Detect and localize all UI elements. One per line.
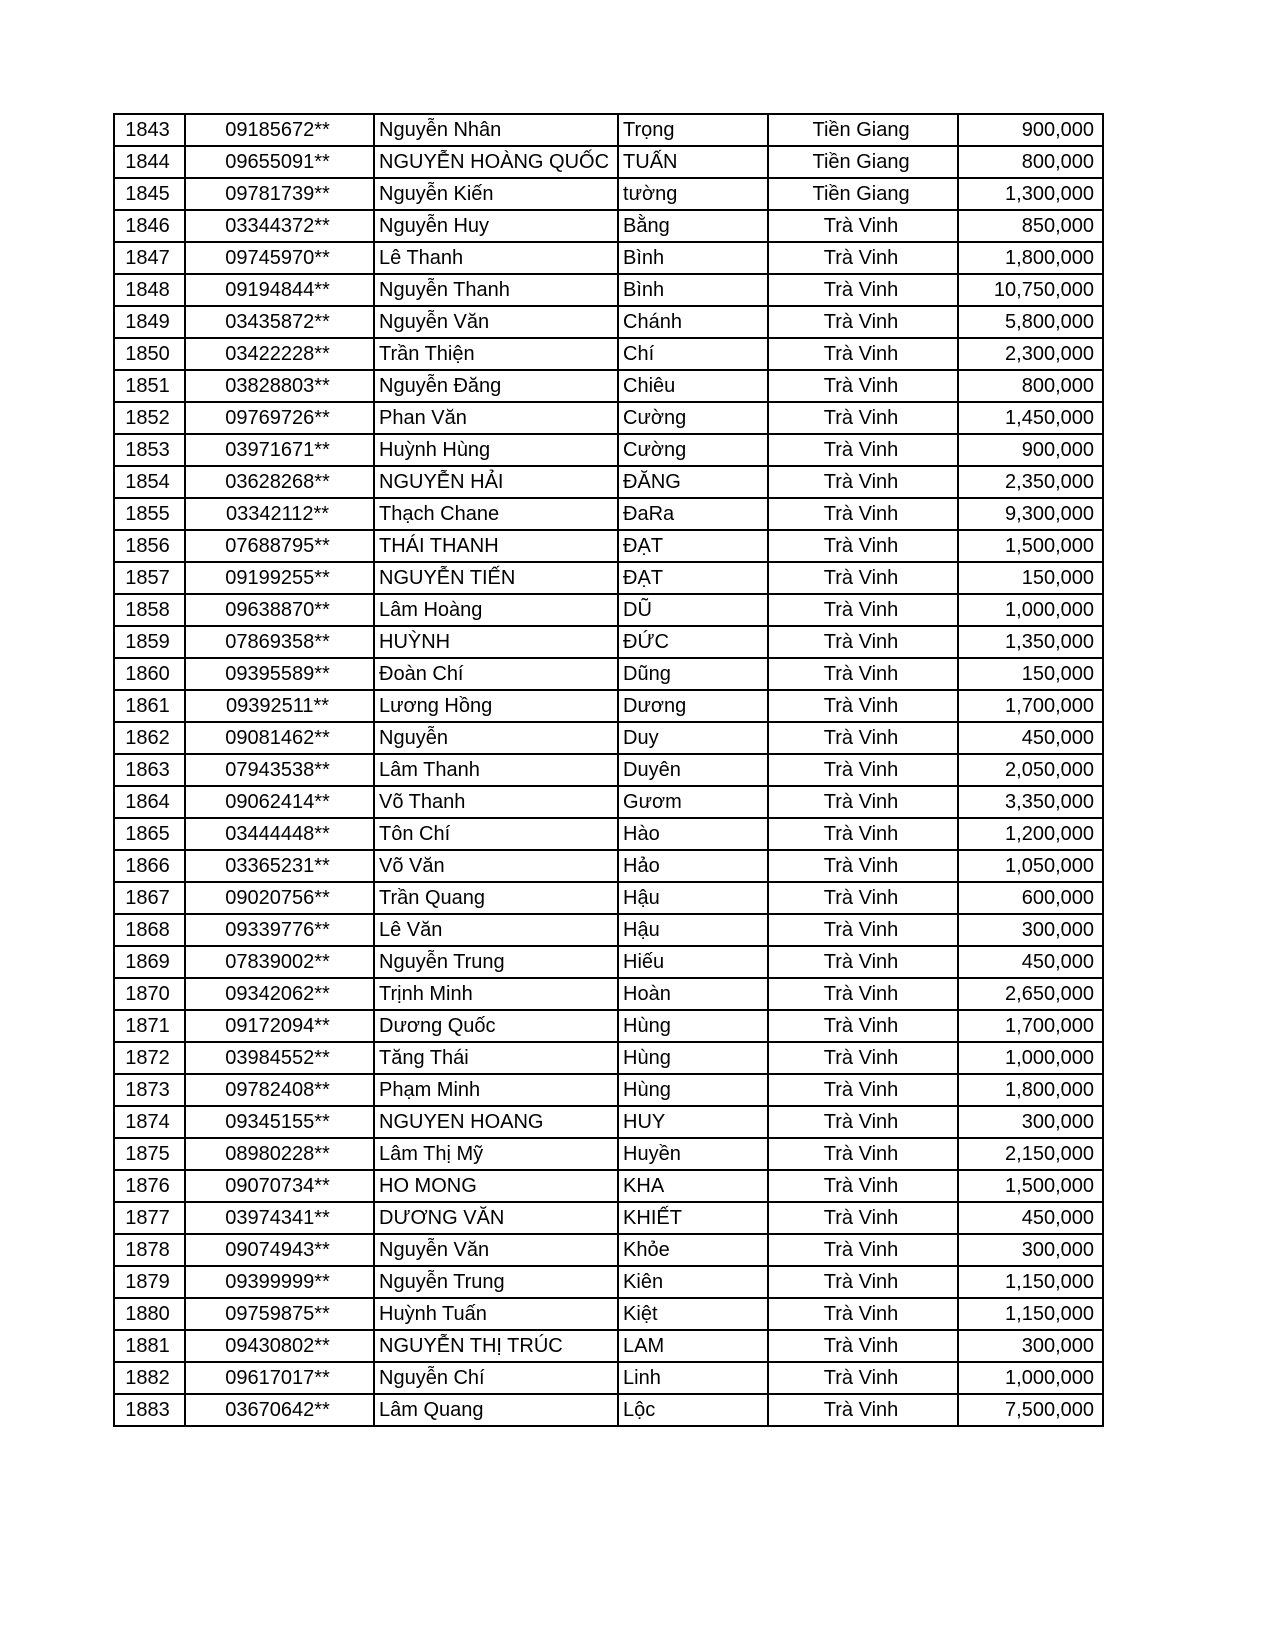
phone-cell: 09392511** xyxy=(185,690,374,722)
province-cell: Trà Vinh xyxy=(768,722,958,754)
amount-cell: 3,350,000 xyxy=(958,786,1103,818)
province-cell: Trà Vinh xyxy=(768,1266,958,1298)
phone-cell: 09769726** xyxy=(185,402,374,434)
amount-cell: 5,800,000 xyxy=(958,306,1103,338)
province-cell: Trà Vinh xyxy=(768,1330,958,1362)
phone-cell: 09395589** xyxy=(185,658,374,690)
table-row xyxy=(114,1010,1103,1042)
row-number-cell: 1859 xyxy=(114,626,185,658)
amount-cell: 1,800,000 xyxy=(958,1074,1103,1106)
surname-cell: Lê Văn xyxy=(374,914,618,946)
table-row xyxy=(114,594,1103,626)
row-number-cell: 1854 xyxy=(114,466,185,498)
table-row xyxy=(114,146,1103,178)
row-number-cell: 1875 xyxy=(114,1138,185,1170)
table-row xyxy=(114,306,1103,338)
phone-cell: 09342062** xyxy=(185,978,374,1010)
surname-cell: Nguyễn Nhân xyxy=(374,114,618,146)
given-name-cell: LAM xyxy=(618,1330,768,1362)
amount-cell: 900,000 xyxy=(958,434,1103,466)
surname-cell: NGUYỄN TIẾN xyxy=(374,562,618,594)
amount-cell: 450,000 xyxy=(958,1202,1103,1234)
surname-cell: NGUYỄN THỊ TRÚC xyxy=(374,1330,618,1362)
row-number-cell: 1876 xyxy=(114,1170,185,1202)
amount-cell: 1,050,000 xyxy=(958,850,1103,882)
row-number-cell: 1849 xyxy=(114,306,185,338)
row-number-cell: 1861 xyxy=(114,690,185,722)
phone-cell: 03365231** xyxy=(185,850,374,882)
province-cell: Trà Vinh xyxy=(768,466,958,498)
given-name-cell: Huyền xyxy=(618,1138,768,1170)
phone-cell: 03342112** xyxy=(185,498,374,530)
given-name-cell: Duy xyxy=(618,722,768,754)
table-row xyxy=(114,978,1103,1010)
given-name-cell: ĐaRa xyxy=(618,498,768,530)
given-name-cell: Hiếu xyxy=(618,946,768,978)
table-row xyxy=(114,1170,1103,1202)
surname-cell: Nguyễn Chí xyxy=(374,1362,618,1394)
table-row xyxy=(114,626,1103,658)
province-cell: Trà Vinh xyxy=(768,306,958,338)
table-row xyxy=(114,562,1103,594)
amount-cell: 600,000 xyxy=(958,882,1103,914)
phone-cell: 03984552** xyxy=(185,1042,374,1074)
amount-cell: 150,000 xyxy=(958,658,1103,690)
table-body xyxy=(114,114,1103,1426)
surname-cell: Phạm Minh xyxy=(374,1074,618,1106)
given-name-cell: Chiêu xyxy=(618,370,768,402)
table-row xyxy=(114,530,1103,562)
province-cell: Trà Vinh xyxy=(768,1074,958,1106)
surname-cell: DƯƠNG VĂN xyxy=(374,1202,618,1234)
phone-cell: 09745970** xyxy=(185,242,374,274)
province-cell: Trà Vinh xyxy=(768,818,958,850)
surname-cell: Lâm Thị Mỹ xyxy=(374,1138,618,1170)
table-row xyxy=(114,818,1103,850)
surname-cell: Võ Thanh xyxy=(374,786,618,818)
phone-cell: 09345155** xyxy=(185,1106,374,1138)
phone-cell: 09617017** xyxy=(185,1362,374,1394)
amount-cell: 2,050,000 xyxy=(958,754,1103,786)
phone-cell: 03974341** xyxy=(185,1202,374,1234)
province-cell: Trà Vinh xyxy=(768,946,958,978)
table-row xyxy=(114,1138,1103,1170)
row-number-cell: 1878 xyxy=(114,1234,185,1266)
amount-cell: 1,450,000 xyxy=(958,402,1103,434)
province-cell: Trà Vinh xyxy=(768,1394,958,1426)
phone-cell: 03435872** xyxy=(185,306,374,338)
phone-cell: 03628268** xyxy=(185,466,374,498)
row-number-cell: 1855 xyxy=(114,498,185,530)
amount-cell: 300,000 xyxy=(958,1330,1103,1362)
row-number-cell: 1866 xyxy=(114,850,185,882)
row-number-cell: 1862 xyxy=(114,722,185,754)
table-row xyxy=(114,1362,1103,1394)
province-cell: Trà Vinh xyxy=(768,1170,958,1202)
row-number-cell: 1880 xyxy=(114,1298,185,1330)
row-number-cell: 1879 xyxy=(114,1266,185,1298)
given-name-cell: Hào xyxy=(618,818,768,850)
surname-cell: Nguyễn Trung xyxy=(374,1266,618,1298)
table-row xyxy=(114,338,1103,370)
row-number-cell: 1847 xyxy=(114,242,185,274)
table-row xyxy=(114,242,1103,274)
table-row xyxy=(114,1266,1103,1298)
phone-cell: 09199255** xyxy=(185,562,374,594)
given-name-cell: KHA xyxy=(618,1170,768,1202)
row-number-cell: 1867 xyxy=(114,882,185,914)
amount-cell: 1,000,000 xyxy=(958,1042,1103,1074)
given-name-cell: tường xyxy=(618,178,768,210)
surname-cell: Nguyễn Thanh xyxy=(374,274,618,306)
given-name-cell: Hậu xyxy=(618,882,768,914)
given-name-cell: Hùng xyxy=(618,1042,768,1074)
amount-cell: 7,500,000 xyxy=(958,1394,1103,1426)
surname-cell: Nguyễn Văn xyxy=(374,1234,618,1266)
given-name-cell: HUY xyxy=(618,1106,768,1138)
amount-cell: 800,000 xyxy=(958,370,1103,402)
row-number-cell: 1868 xyxy=(114,914,185,946)
province-cell: Trà Vinh xyxy=(768,658,958,690)
amount-cell: 450,000 xyxy=(958,946,1103,978)
surname-cell: Lâm Thanh xyxy=(374,754,618,786)
row-number-cell: 1843 xyxy=(114,114,185,146)
province-cell: Trà Vinh xyxy=(768,1010,958,1042)
given-name-cell: Chánh xyxy=(618,306,768,338)
province-cell: Trà Vinh xyxy=(768,1106,958,1138)
table-row xyxy=(114,1298,1103,1330)
given-name-cell: Bình xyxy=(618,242,768,274)
table-row xyxy=(114,754,1103,786)
province-cell: Tiền Giang xyxy=(768,146,958,178)
province-cell: Trà Vinh xyxy=(768,786,958,818)
given-name-cell: Lộc xyxy=(618,1394,768,1426)
table-row xyxy=(114,1202,1103,1234)
table-row xyxy=(114,1042,1103,1074)
amount-cell: 2,150,000 xyxy=(958,1138,1103,1170)
province-cell: Trà Vinh xyxy=(768,498,958,530)
amount-cell: 1,500,000 xyxy=(958,1170,1103,1202)
phone-cell: 09781739** xyxy=(185,178,374,210)
surname-cell: Tôn Chí xyxy=(374,818,618,850)
province-cell: Trà Vinh xyxy=(768,690,958,722)
phone-cell: 09339776** xyxy=(185,914,374,946)
given-name-cell: Dương xyxy=(618,690,768,722)
surname-cell: NGUYEN HOANG xyxy=(374,1106,618,1138)
amount-cell: 450,000 xyxy=(958,722,1103,754)
surname-cell: Lương Hồng xyxy=(374,690,618,722)
amount-cell: 850,000 xyxy=(958,210,1103,242)
row-number-cell: 1864 xyxy=(114,786,185,818)
surname-cell: Huỳnh Tuấn xyxy=(374,1298,618,1330)
given-name-cell: Duyên xyxy=(618,754,768,786)
surname-cell: Nguyễn Huy xyxy=(374,210,618,242)
amount-cell: 1,000,000 xyxy=(958,1362,1103,1394)
given-name-cell: ĐỨC xyxy=(618,626,768,658)
given-name-cell: ĐẠT xyxy=(618,562,768,594)
surname-cell: HO MONG xyxy=(374,1170,618,1202)
row-number-cell: 1873 xyxy=(114,1074,185,1106)
row-number-cell: 1846 xyxy=(114,210,185,242)
table-row xyxy=(114,114,1103,146)
surname-cell: Dương Quốc xyxy=(374,1010,618,1042)
amount-cell: 1,200,000 xyxy=(958,818,1103,850)
given-name-cell: ĐĂNG xyxy=(618,466,768,498)
given-name-cell: Cường xyxy=(618,434,768,466)
table-row xyxy=(114,402,1103,434)
amount-cell: 1,350,000 xyxy=(958,626,1103,658)
phone-cell: 07839002** xyxy=(185,946,374,978)
surname-cell: Nguyễn Trung xyxy=(374,946,618,978)
row-number-cell: 1865 xyxy=(114,818,185,850)
phone-cell: 09020756** xyxy=(185,882,374,914)
given-name-cell: Dũng xyxy=(618,658,768,690)
given-name-cell: Chí xyxy=(618,338,768,370)
amount-cell: 150,000 xyxy=(958,562,1103,594)
province-cell: Trà Vinh xyxy=(768,1362,958,1394)
row-number-cell: 1871 xyxy=(114,1010,185,1042)
surname-cell: Trần Quang xyxy=(374,882,618,914)
province-cell: Trà Vinh xyxy=(768,978,958,1010)
surname-cell: HUỲNH xyxy=(374,626,618,658)
given-name-cell: Bằng xyxy=(618,210,768,242)
row-number-cell: 1882 xyxy=(114,1362,185,1394)
surname-cell: NGUYỄN HOÀNG QUỐC xyxy=(374,146,618,178)
phone-cell: 09062414** xyxy=(185,786,374,818)
province-cell: Trà Vinh xyxy=(768,274,958,306)
phone-cell: 09074943** xyxy=(185,1234,374,1266)
amount-cell: 300,000 xyxy=(958,1234,1103,1266)
given-name-cell: Hùng xyxy=(618,1074,768,1106)
amount-cell: 1,500,000 xyxy=(958,530,1103,562)
surname-cell: Nguyễn xyxy=(374,722,618,754)
surname-cell: NGUYỄN HẢI xyxy=(374,466,618,498)
phone-cell: 07688795** xyxy=(185,530,374,562)
province-cell: Trà Vinh xyxy=(768,882,958,914)
given-name-cell: Kiên xyxy=(618,1266,768,1298)
amount-cell: 300,000 xyxy=(958,914,1103,946)
amount-cell: 2,650,000 xyxy=(958,978,1103,1010)
row-number-cell: 1858 xyxy=(114,594,185,626)
table-row xyxy=(114,1234,1103,1266)
phone-cell: 07943538** xyxy=(185,754,374,786)
phone-cell: 09655091** xyxy=(185,146,374,178)
table-row xyxy=(114,946,1103,978)
amount-cell: 1,300,000 xyxy=(958,178,1103,210)
row-number-cell: 1869 xyxy=(114,946,185,978)
given-name-cell: Cường xyxy=(618,402,768,434)
amount-cell: 1,150,000 xyxy=(958,1266,1103,1298)
surname-cell: Đoàn Chí xyxy=(374,658,618,690)
phone-cell: 03422228** xyxy=(185,338,374,370)
given-name-cell: Gươm xyxy=(618,786,768,818)
row-number-cell: 1883 xyxy=(114,1394,185,1426)
surname-cell: Võ Văn xyxy=(374,850,618,882)
amount-cell: 1,150,000 xyxy=(958,1298,1103,1330)
surname-cell: Trần Thiện xyxy=(374,338,618,370)
given-name-cell: Hậu xyxy=(618,914,768,946)
row-number-cell: 1856 xyxy=(114,530,185,562)
given-name-cell: KHIẾT xyxy=(618,1202,768,1234)
table-row xyxy=(114,690,1103,722)
province-cell: Trà Vinh xyxy=(768,914,958,946)
surname-cell: Nguyễn Đăng xyxy=(374,370,618,402)
phone-cell: 09081462** xyxy=(185,722,374,754)
phone-cell: 09759875** xyxy=(185,1298,374,1330)
table-row xyxy=(114,914,1103,946)
phone-cell: 03971671** xyxy=(185,434,374,466)
table-row xyxy=(114,1394,1103,1426)
surname-cell: Tăng Thái xyxy=(374,1042,618,1074)
province-cell: Trà Vinh xyxy=(768,626,958,658)
row-number-cell: 1851 xyxy=(114,370,185,402)
surname-cell: THÁI THANH xyxy=(374,530,618,562)
province-cell: Trà Vinh xyxy=(768,402,958,434)
province-cell: Trà Vinh xyxy=(768,594,958,626)
province-cell: Tiền Giang xyxy=(768,178,958,210)
phone-cell: 08980228** xyxy=(185,1138,374,1170)
amount-cell: 2,300,000 xyxy=(958,338,1103,370)
amount-cell: 9,300,000 xyxy=(958,498,1103,530)
surname-cell: Lâm Quang xyxy=(374,1394,618,1426)
province-cell: Trà Vinh xyxy=(768,1298,958,1330)
amount-cell: 10,750,000 xyxy=(958,274,1103,306)
surname-cell: Phan Văn xyxy=(374,402,618,434)
province-cell: Trà Vinh xyxy=(768,754,958,786)
phone-cell: 09782408** xyxy=(185,1074,374,1106)
phone-cell: 09399999** xyxy=(185,1266,374,1298)
phone-cell: 07869358** xyxy=(185,626,374,658)
province-cell: Trà Vinh xyxy=(768,434,958,466)
table-row xyxy=(114,722,1103,754)
table-row xyxy=(114,882,1103,914)
surname-cell: Lê Thanh xyxy=(374,242,618,274)
phone-cell: 09172094** xyxy=(185,1010,374,1042)
amount-cell: 900,000 xyxy=(958,114,1103,146)
table-row xyxy=(114,178,1103,210)
table-row xyxy=(114,786,1103,818)
phone-cell: 03828803** xyxy=(185,370,374,402)
province-cell: Trà Vinh xyxy=(768,242,958,274)
row-number-cell: 1881 xyxy=(114,1330,185,1362)
row-number-cell: 1863 xyxy=(114,754,185,786)
given-name-cell: ĐẠT xyxy=(618,530,768,562)
row-number-cell: 1870 xyxy=(114,978,185,1010)
phone-cell: 03344372** xyxy=(185,210,374,242)
row-number-cell: 1848 xyxy=(114,274,185,306)
table-row xyxy=(114,1074,1103,1106)
amount-cell: 2,350,000 xyxy=(958,466,1103,498)
province-cell: Trà Vinh xyxy=(768,1138,958,1170)
province-cell: Trà Vinh xyxy=(768,1042,958,1074)
phone-cell: 09430802** xyxy=(185,1330,374,1362)
given-name-cell: Trọng xyxy=(618,114,768,146)
row-number-cell: 1872 xyxy=(114,1042,185,1074)
surname-cell: Lâm Hoàng xyxy=(374,594,618,626)
surname-cell: Huỳnh Hùng xyxy=(374,434,618,466)
table-row xyxy=(114,1330,1103,1362)
table-row xyxy=(114,274,1103,306)
given-name-cell: Khỏe xyxy=(618,1234,768,1266)
table-row xyxy=(114,1106,1103,1138)
province-cell: Trà Vinh xyxy=(768,338,958,370)
amount-cell: 1,700,000 xyxy=(958,690,1103,722)
given-name-cell: Bình xyxy=(618,274,768,306)
given-name-cell: Kiệt xyxy=(618,1298,768,1330)
amount-cell: 1,800,000 xyxy=(958,242,1103,274)
surname-cell: Nguyễn Văn xyxy=(374,306,618,338)
row-number-cell: 1852 xyxy=(114,402,185,434)
phone-cell: 03444448** xyxy=(185,818,374,850)
phone-cell: 09194844** xyxy=(185,274,374,306)
given-name-cell: Linh xyxy=(618,1362,768,1394)
table-row xyxy=(114,466,1103,498)
table-row xyxy=(114,498,1103,530)
given-name-cell: Hoàn xyxy=(618,978,768,1010)
province-cell: Trà Vinh xyxy=(768,1234,958,1266)
given-name-cell: DŨ xyxy=(618,594,768,626)
province-cell: Trà Vinh xyxy=(768,210,958,242)
phone-cell: 09070734** xyxy=(185,1170,374,1202)
phone-cell: 03670642** xyxy=(185,1394,374,1426)
province-cell: Trà Vinh xyxy=(768,1202,958,1234)
province-cell: Trà Vinh xyxy=(768,530,958,562)
table-row xyxy=(114,210,1103,242)
surname-cell: Trịnh Minh xyxy=(374,978,618,1010)
table-row xyxy=(114,850,1103,882)
province-cell: Tiền Giang xyxy=(768,114,958,146)
row-number-cell: 1877 xyxy=(114,1202,185,1234)
data-table xyxy=(113,113,1104,1427)
province-cell: Trà Vinh xyxy=(768,562,958,594)
row-number-cell: 1853 xyxy=(114,434,185,466)
amount-cell: 1,700,000 xyxy=(958,1010,1103,1042)
row-number-cell: 1874 xyxy=(114,1106,185,1138)
surname-cell: Thạch Chane xyxy=(374,498,618,530)
phone-cell: 09638870** xyxy=(185,594,374,626)
surname-cell: Nguyễn Kiến xyxy=(374,178,618,210)
given-name-cell: Hảo xyxy=(618,850,768,882)
table-row xyxy=(114,658,1103,690)
phone-cell: 09185672** xyxy=(185,114,374,146)
row-number-cell: 1850 xyxy=(114,338,185,370)
province-cell: Trà Vinh xyxy=(768,370,958,402)
row-number-cell: 1845 xyxy=(114,178,185,210)
amount-cell: 300,000 xyxy=(958,1106,1103,1138)
province-cell: Trà Vinh xyxy=(768,850,958,882)
row-number-cell: 1857 xyxy=(114,562,185,594)
table-row xyxy=(114,370,1103,402)
table-row xyxy=(114,434,1103,466)
row-number-cell: 1860 xyxy=(114,658,185,690)
given-name-cell: Hùng xyxy=(618,1010,768,1042)
row-number-cell: 1844 xyxy=(114,146,185,178)
amount-cell: 800,000 xyxy=(958,146,1103,178)
given-name-cell: TUẤN xyxy=(618,146,768,178)
amount-cell: 1,000,000 xyxy=(958,594,1103,626)
